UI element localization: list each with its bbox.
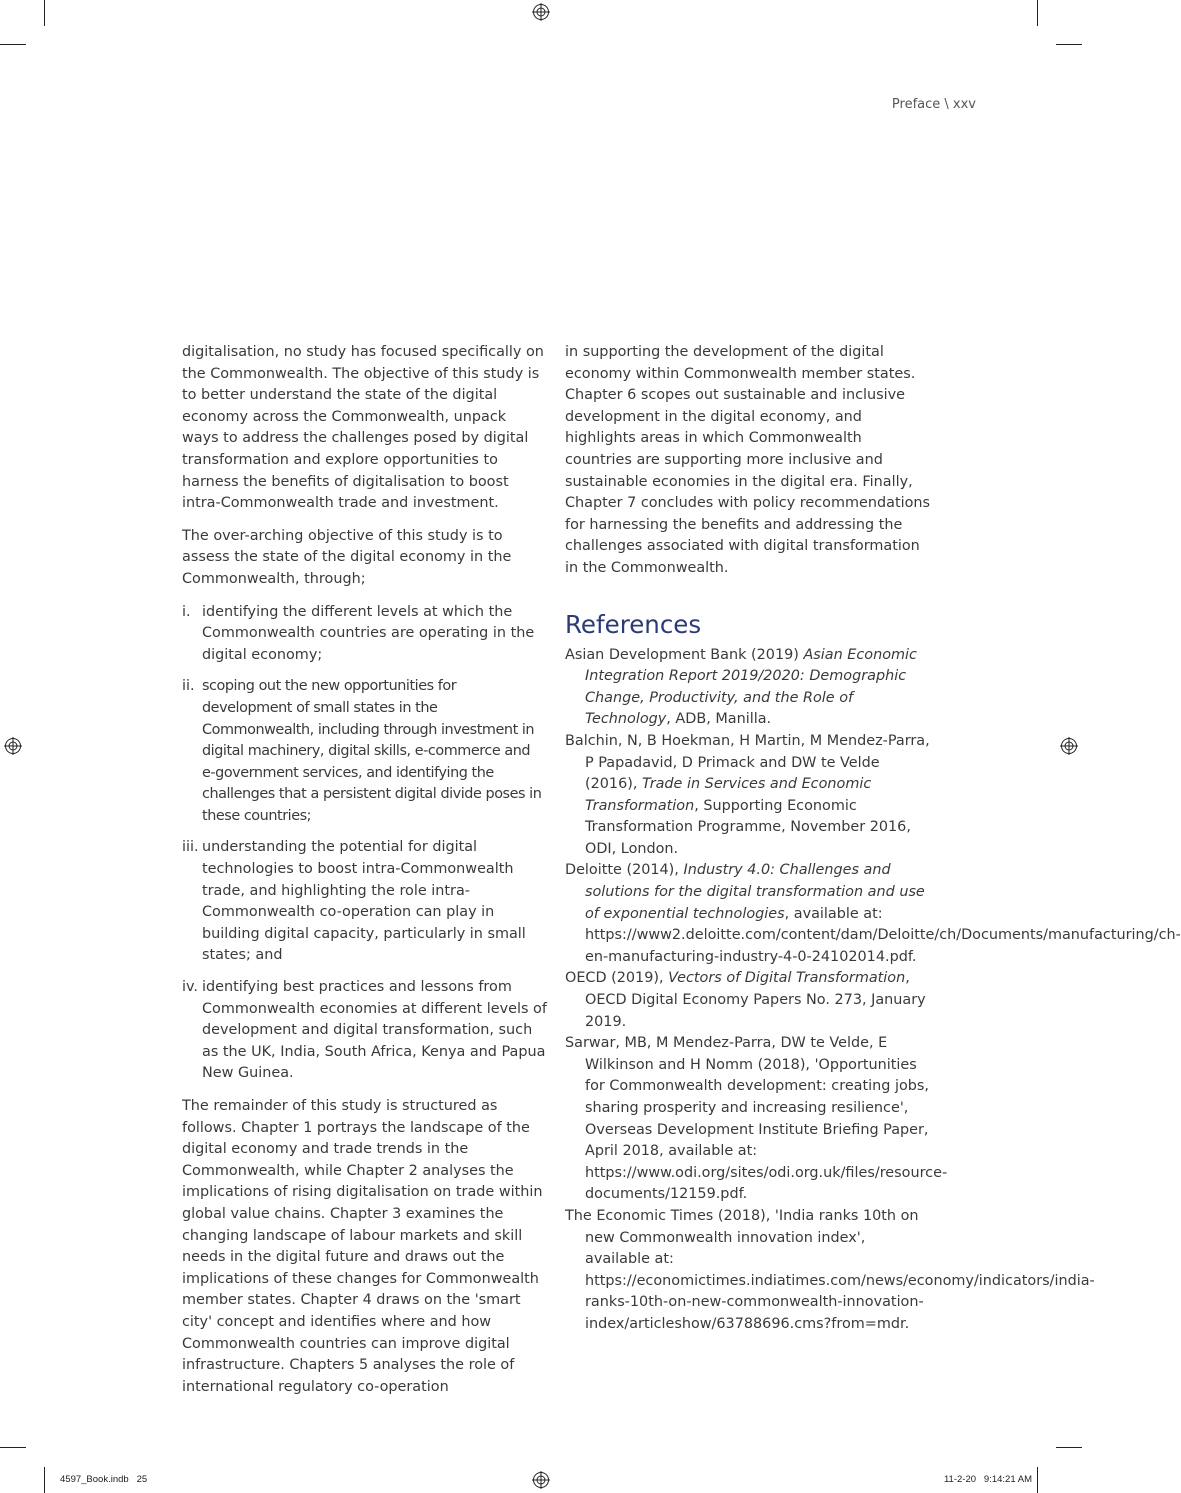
reference-entry <box>565 860 1181 968</box>
registration-mark-icon <box>4 737 22 755</box>
reference-author: Balchin, N, B Hoekman, H Martin, M Mendez-Parra, P Papadavid, D Primack and DW te Velde (2016), <box>565 732 930 793</box>
reference-entry <box>565 968 930 1033</box>
file-slug: 4597_Book.indb 25 <box>60 1474 148 1485</box>
list-item <box>182 602 547 667</box>
reference-title: Trade in Services and Economic Transformation <box>585 776 872 814</box>
reference-entry <box>565 1206 1095 1336</box>
crop-mark <box>1056 1447 1082 1448</box>
list-item <box>182 676 547 827</box>
reference-entry <box>565 1033 948 1206</box>
print-timestamp: 11-2-20 9:14:21 AM <box>943 1474 1032 1485</box>
reference-details: , ADB, Manilla. <box>666 711 772 728</box>
list-item-number: iv. <box>182 979 198 996</box>
reference-details: , available at: https://www2.deloitte.com/content/dam/Deloitte/ch/Documents/manufacturing/ch-en-manufacturing-industry-4-0-24102014.pdf. <box>585 905 1181 965</box>
list-item-number: i. <box>182 603 191 620</box>
body-paragraph: in supporting the development of the digital economy within Commonwealth member states. Chapter 6 scopes out sustainable and inclusive development in the digital economy, and highlights areas in which Commonwealth countries are supporting more inclusive and sustainable economies in the digital era. Finally, Chapter 7 concludes with policy recommendations for harnessing the benefits and addressing the challenges associated with digital transformation in the Commonwealth. <box>565 344 931 576</box>
reference-title: Vectors of Digital Transformation <box>668 970 906 987</box>
reference-author: Asian Development Bank (2019) <box>565 646 804 663</box>
registration-mark-icon <box>532 3 550 21</box>
list-item <box>182 977 547 1085</box>
reference-text: Sarwar, MB, M Mendez-Parra, DW te Velde, E Wilkinson and H Nomm (2018), 'Opportunities for Commonwealth development: creating jobs, sharing prosperity and increasing resilience', Overseas Development Institute Briefing Paper, April 2018, available at: https://www.odi.org/sites/odi.org.uk/files/resource-documents/12159.pdf. <box>565 1035 948 1203</box>
list-item-text: identifying best practices and lessons from Commonwealth economies at different levels of development and digital transformation, such as the UK, India, South Africa, Kenya and Papua New Guinea. <box>202 979 547 1082</box>
list-item-text: scoping out the new opportunities for development of small states in the Commonwealth, including through investment in digital machinery, digital skills, e-commerce and e-government services, and identifying the challenges that a persistent digital divide poses in these countries; <box>202 678 542 824</box>
list-item <box>182 837 547 967</box>
registration-mark-icon <box>532 1471 550 1489</box>
reference-entry <box>565 731 930 861</box>
list-item-text: identifying the different levels at which the Commonwealth countries are operating in the digital economy; <box>202 603 535 663</box>
body-paragraph: digitalisation, no study has focused specifically on the Commonwealth. The objective of this study is to better understand the state of the digital economy across the Commonwealth, unpack ways to address the challenges posed by digital transformation and explore opportunities to harness the benefits of digitalisation to boost intra-Commonwealth trade and investment. <box>182 344 544 512</box>
reference-author: Deloitte (2014), <box>565 862 684 879</box>
reference-text: The Economic Times (2018), 'India ranks 10th on new Commonwealth innovation index', available at: https://economictimes.indiatimes.com/news/economy/indicators/india-ranks-10th-on-new-commonwealth-innovation-index/articleshow/63788696.cms?from=mdr. <box>565 1207 1095 1332</box>
reference-title: Asian Economic Integration Report 2019/2020: Demographic Change, Productivity, and the Role of Technology <box>585 646 917 728</box>
crop-mark <box>1037 0 1038 26</box>
right-column <box>565 342 1181 1336</box>
list-item-number: iii. <box>182 839 199 856</box>
crop-mark <box>0 1447 26 1448</box>
reference-details: , OECD Digital Economy Papers No. 273, January 2019. <box>585 970 926 1030</box>
body-paragraph: The remainder of this study is structured as follows. Chapter 1 portrays the landscape of the digital economy and trade trends in the Commonwealth, while Chapter 2 analyses the implications of rising digitalisation on trade within global value chains. Chapter 3 examines the changing landscape of labour markets and skill needs in the digital future and draws out the implications of these changes for Commonwealth member states. Chapter 4 draws on the 'smart city' concept and identifies where and how Commonwealth countries can improve digital infrastructure. Chapters 5 analyses the role of international regulatory co-operation <box>182 1098 543 1395</box>
list-item-number: ii. <box>182 678 195 695</box>
crop-mark <box>44 1467 45 1493</box>
references-heading: References <box>565 609 702 639</box>
crop-mark <box>44 0 45 26</box>
list-item-text: understanding the potential for digital technologies to boost intra-Commonwealth trade, and highlighting the role intra-Commonwealth co-operation can play in building digital capacity, particularly in small states; and <box>202 839 526 964</box>
body-paragraph: The over-arching objective of this study is to assess the state of the digital economy in the Commonwealth, through; <box>182 527 512 587</box>
reference-entry <box>565 645 930 731</box>
running-head: Preface \ xxv <box>891 97 976 112</box>
crop-mark <box>1037 1467 1038 1493</box>
crop-mark <box>1056 44 1082 45</box>
reference-details: , Supporting Economic Transformation Programme, November 2016, ODI, London. <box>585 797 911 857</box>
objectives-list <box>182 602 547 1085</box>
references-list <box>565 645 1181 1336</box>
registration-mark-icon <box>1060 737 1078 755</box>
crop-mark <box>0 44 26 45</box>
left-column <box>182 342 547 1409</box>
reference-title: Industry 4.0: Challenges and solutions for the digital transformation and use of exponential technologies <box>585 862 925 922</box>
reference-author: OECD (2019), <box>565 970 669 987</box>
